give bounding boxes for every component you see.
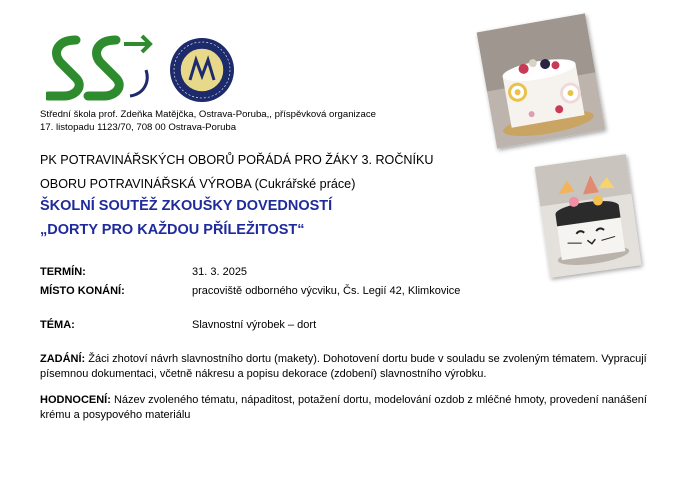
place-value: pracoviště odborného výcviku, Čs. Legií 42, Klimkovice — [192, 285, 461, 297]
evaluation-text: Název zvoleného tématu, nápaditost, potažení dortu, modelování ozdob z mléčné hmoty, provedení nanášení krému a posypového materiálu — [40, 394, 647, 421]
heading-line-1: PK POTRAVINÁŘSKÝCH OBORŮ POŘÁDÁ PRO ŽÁKY 3. ROČNÍKU — [40, 153, 434, 167]
place-label: MÍSTO KONÁNÍ: — [40, 285, 125, 297]
cake-photo-flowers — [477, 13, 606, 148]
contest-subtitle: „DORTY PRO KAŽDOU PŘÍLEŽITOST“ — [40, 222, 305, 238]
school-address: 17. listopadu 1123/70, 708 00 Ostrava-Poruba — [40, 122, 237, 133]
assignment-label: ZADÁNÍ: — [40, 353, 86, 365]
evaluation-label: HODNOCENÍ: — [40, 394, 111, 406]
term-value: 31. 3. 2025 — [192, 266, 248, 278]
assignment-paragraph — [40, 352, 660, 382]
contest-title: ŠKOLNÍ SOUTĚŽ ZKOUŠKY DOVEDNOSTÍ — [40, 198, 333, 214]
cake-photo-cat — [535, 154, 642, 278]
term-label: TERMÍN: — [40, 266, 86, 278]
theme-value: Slavnostní výrobek – dort — [192, 319, 317, 331]
school-logo — [46, 34, 156, 104]
theme-label: TÉMA: — [40, 319, 75, 331]
school-name: Střední škola prof. Zdeňka Matějčka, Ostrava-Poruba,, příspěvková organizace — [40, 109, 376, 120]
school-emblem — [168, 36, 236, 104]
heading-line-2: OBORU POTRAVINÁŘSKÁ VÝROBA (Cukrářské práce) — [40, 177, 356, 191]
assignment-text: Žáci zhotoví návrh slavnostního dortu (makety). Dohotovení dortu bude v souladu se zvoleným tématem. Vypracují písemnou dokumentaci, včetně nákresu a popisu dekorace (zdobení) slavnostního výrobku. — [40, 353, 647, 380]
evaluation-paragraph — [40, 393, 660, 423]
